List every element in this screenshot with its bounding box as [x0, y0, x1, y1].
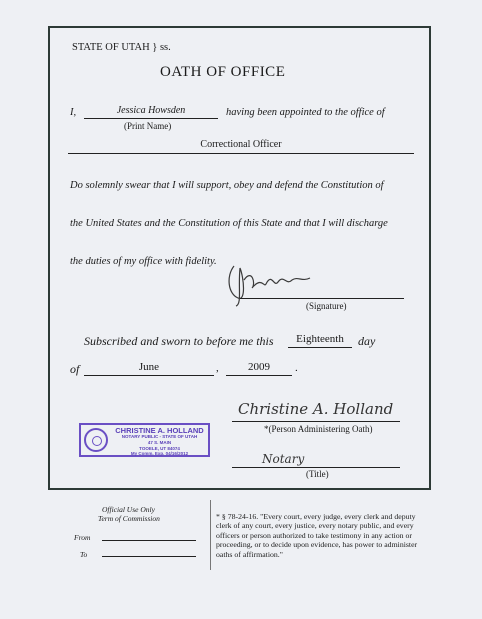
sworn-month-line — [84, 375, 214, 376]
footer-divider — [210, 500, 211, 570]
sworn-period: . — [295, 362, 298, 374]
stamp-line-3: TOOELE, UT 84074 — [139, 445, 180, 451]
oath-line-1: Do solemnly swear that I will support, obey and defend the Constitution of — [70, 180, 384, 191]
stamp-line-2: 47 S. MAIN — [147, 440, 172, 445]
sworn-month-value: June — [138, 361, 160, 373]
from-label: From — [74, 533, 91, 542]
official-use-label: Official Use Only — [102, 505, 155, 514]
sworn-year-line — [226, 375, 292, 376]
sworn-year-value: 2009 — [248, 361, 270, 373]
print-name-line — [84, 118, 218, 119]
intro-appointed-text: having been appointed to the office of — [226, 107, 385, 118]
sworn-of-word: of — [70, 362, 80, 376]
administrator-label: *(Person Administering Oath) — [264, 424, 373, 434]
print-name-value: Jessica Howsden — [116, 105, 186, 116]
stamp-line-1: NOTARY PUBLIC - STATE OF UTAH — [121, 434, 198, 439]
state-seal-icon — [84, 428, 108, 452]
signature-line — [240, 298, 404, 299]
office-line — [68, 153, 414, 154]
intro-pronoun: I, — [70, 107, 77, 118]
to-label: To — [80, 550, 88, 559]
oath-line-3: the duties of my office with fidelity. — [70, 256, 217, 267]
term-of-commission-label: Term of Commission — [98, 514, 160, 523]
sworn-text: Subscribed and sworn to before me this — [84, 334, 274, 348]
print-name-label: (Print Name) — [124, 121, 172, 131]
sworn-comma: , — [216, 362, 219, 374]
notary-stamp — [79, 423, 210, 457]
sworn-day-word: day — [358, 334, 376, 348]
title-line — [232, 467, 400, 468]
administrator-signature: Christine A. Holland — [238, 400, 394, 418]
title-label: (Title) — [306, 469, 329, 479]
sworn-day-line — [288, 347, 352, 348]
administrator-line — [232, 421, 400, 422]
sworn-day-value: Eighteenth — [296, 333, 344, 345]
administrator-title-value: Notary — [262, 452, 305, 466]
state-line: STATE OF UTAH } ss. — [72, 42, 171, 53]
from-line — [102, 540, 196, 541]
office-value: Correctional Officer — [200, 139, 282, 150]
signature-label: (Signature) — [306, 301, 347, 311]
document-title: OATH OF OFFICE — [160, 64, 286, 80]
to-line — [102, 556, 196, 557]
statute-text: * § 78-24-16. "Every court, every judge, every clerk and deputy clerk of any court, every justice, every notary public, and every officers or person authorized to take testimony in any action or proceeding, or to decide upon evidence, has power to administer oaths of affirmation." — [216, 512, 418, 559]
oath-line-2: the United States and the Constitution of this State and that I will discharge — [70, 218, 388, 229]
stamp-name: CHRISTINE A. HOLLAND — [115, 426, 204, 435]
stamp-line-4: My Comm. Exp. 04/16/2012 — [130, 451, 189, 456]
